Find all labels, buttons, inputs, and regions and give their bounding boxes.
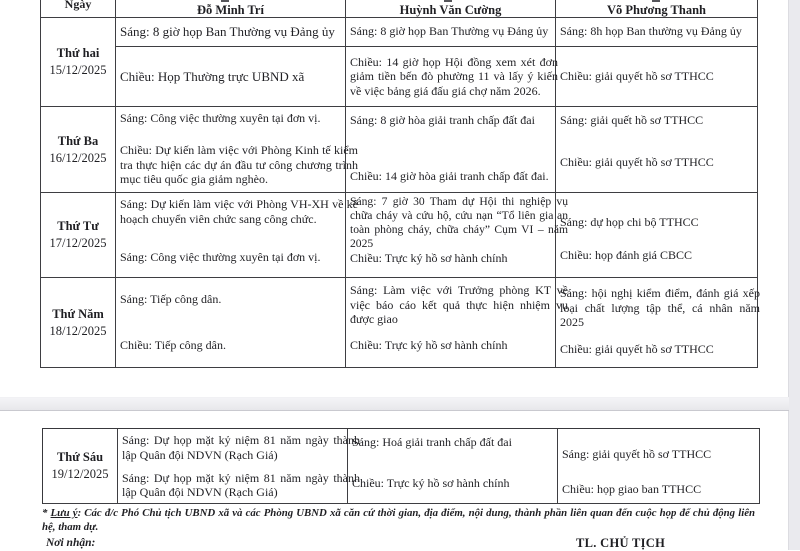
cell-tue-p2 bbox=[346, 107, 556, 193]
afternoon-entry: Chiều: họp giao ban TTHCC bbox=[562, 482, 702, 497]
cell-wed-p3 bbox=[556, 193, 758, 278]
morning-entry-2: Sáng: Công việc thường xuyên tại đơn vị. bbox=[120, 250, 321, 265]
date-cell-thursday bbox=[41, 278, 116, 368]
cell-wed-p2 bbox=[346, 193, 568, 278]
date-cell-wednesday bbox=[41, 193, 116, 278]
date-label: 17/12/2025 bbox=[49, 236, 107, 250]
morning-entry: Sáng: Dự kiến làm việc với Phòng VH-XH về kế hoạch chuyển viên chức sang công chức. bbox=[120, 197, 358, 226]
cell-mon-p2 bbox=[346, 18, 556, 107]
morning-entry: Sáng: 8 giờ hòa giải tranh chấp đất đai bbox=[350, 113, 535, 127]
cell-fri-p1 bbox=[118, 429, 360, 504]
afternoon-entry: Chiều: Dự kiến làm việc với Phòng Kinh tế kiểm tra thực hiện các dự án đầu tư công chương trình mục tiêu quốc gia giảm nghèo. bbox=[120, 143, 358, 187]
cell-mon-p1 bbox=[116, 18, 346, 107]
afternoon-entry: Chiều: họp đánh giá CBCC bbox=[560, 248, 692, 263]
date-label: 15/12/2025 bbox=[49, 63, 107, 77]
day-label: Thứ Ba bbox=[57, 133, 99, 148]
scan-edge-strip bbox=[788, 0, 800, 550]
date-cell-friday bbox=[43, 429, 118, 504]
day-label: Thứ Sáu bbox=[56, 450, 104, 465]
cell-fri-p3 bbox=[558, 429, 760, 504]
header-cell-day bbox=[41, 0, 116, 18]
morning-entry: Sáng: dự họp chi bộ TTHCC bbox=[560, 215, 699, 229]
date-cell-monday bbox=[41, 18, 116, 107]
morning-entry: Sáng: hội nghị kiểm điểm, đánh giá xếp loại chất lượng tập thể, cá nhân năm 2025 bbox=[560, 286, 760, 330]
column-header-person3: Võ Phương Thanh bbox=[607, 3, 706, 17]
cell-fri-p2 bbox=[348, 429, 558, 504]
cell-mon-p3 bbox=[556, 18, 758, 107]
afternoon-entry: Chiều: giải quyết hồ sơ TTHCC bbox=[560, 155, 714, 170]
cell-tue-p1 bbox=[116, 107, 358, 193]
morning-entry: Sáng: Công việc thường xuyên tại đơn vị. bbox=[120, 111, 321, 125]
afternoon-entry: Chiều: Trực ký hồ sơ hành chính bbox=[352, 476, 510, 491]
morning-entry: Sáng: Tiếp công dân. bbox=[120, 292, 222, 306]
column-header-person2: Huỳnh Văn Cường bbox=[399, 3, 502, 17]
afternoon-entry: Chiều: Trực ký hồ sơ hành chính bbox=[350, 338, 508, 353]
cut-text-artifact bbox=[444, 0, 452, 2]
recipients-label: Nơi nhận: bbox=[46, 537, 96, 549]
header-cell-person1 bbox=[116, 0, 346, 18]
footnote bbox=[42, 506, 755, 534]
morning-entry: Sáng: giải quết hồ sơ TTHCC bbox=[560, 113, 704, 127]
date-cell-tuesday bbox=[41, 107, 116, 193]
morning-entry: Sáng: Dự họp mặt kỷ niệm 81 năm ngày thành lập Quân đội NDVN (Rạch Giá) bbox=[122, 433, 360, 462]
footnote-body: : Các đ/c Phó Chủ tịch UBND xã và các Phòng UBND xã căn cứ thời gian, địa điểm, nội dung, thành phần liên quan đến cuộc họp để chủ động liên hệ, tham dự. bbox=[42, 507, 755, 534]
cut-text-artifact bbox=[652, 0, 660, 2]
afternoon-entry: Chiều: giải quyết hồ sơ TTHCC bbox=[560, 69, 714, 84]
morning-entry: Sáng: 8 giờ họp Ban Thường vụ Đảng ủy bbox=[120, 23, 335, 39]
date-label: 16/12/2025 bbox=[49, 150, 107, 165]
cell-wed-p1 bbox=[116, 193, 358, 278]
footnote-star: * bbox=[42, 507, 51, 519]
afternoon-entry: Chiều: 14 giờ họp Hội đồng xem xét đơn giảm tiền bến đò phường 11 và lấy ý kiến về việc bảng giá đấu giá chợ năm 2026. bbox=[350, 54, 558, 98]
day-label: Thứ Năm bbox=[52, 306, 104, 321]
schedule-table-friday bbox=[42, 428, 760, 504]
morning-entry-2: Sáng: Dự họp mặt kỷ niệm 81 năm ngày thành lập Quân đội NDVN (Rạch Giá) bbox=[122, 470, 360, 500]
cell-thu-p2 bbox=[346, 278, 568, 368]
cut-text-artifact bbox=[221, 0, 229, 2]
morning-entry: Sáng: 8 giờ họp Ban Thường vụ Đảng ủy bbox=[350, 24, 549, 39]
afternoon-entry: Chiều: Trực ký hồ sơ hành chính bbox=[350, 250, 508, 265]
cell-tue-p3 bbox=[556, 107, 758, 193]
column-header-person1: Đỗ Minh Trí bbox=[197, 3, 264, 17]
cell-thu-p3 bbox=[556, 278, 758, 368]
afternoon-entry: Chiều: Tiếp công dân. bbox=[120, 338, 227, 353]
day-label: Thứ hai bbox=[56, 46, 100, 61]
afternoon-entry: Chiều: 14 giờ hòa giải tranh chấp đất đai. bbox=[350, 169, 549, 184]
footnote-label: Lưu ý bbox=[50, 507, 78, 519]
column-header-day: Ngày bbox=[64, 0, 92, 11]
date-label: 19/12/2025 bbox=[51, 467, 109, 481]
schedule-table-week bbox=[40, 0, 758, 368]
signature-title: TL. CHỦ TỊCH bbox=[576, 536, 666, 550]
page-break-shadow bbox=[0, 397, 789, 411]
header-cell-person2 bbox=[346, 0, 556, 18]
afternoon-entry: Chiều: Họp Thường trực UBND xã bbox=[120, 68, 305, 84]
cell-thu-p1 bbox=[116, 278, 346, 368]
header-cell-person3 bbox=[556, 0, 758, 18]
date-label: 18/12/2025 bbox=[49, 323, 107, 338]
morning-entry: Sáng: 8h họp Ban thường vụ Đảng ủy bbox=[560, 24, 742, 39]
day-label: Thứ Tư bbox=[57, 219, 99, 234]
morning-entry: Sáng: giải quyết hồ sơ TTHCC bbox=[562, 447, 712, 461]
morning-entry: Sáng: Hoá giải tranh chấp đất đai bbox=[352, 435, 512, 449]
morning-entry: Sáng: Làm việc với Trưởng phòng KT về việc báo cáo kết quả thực hiện nhiệm vụ được giao bbox=[350, 283, 568, 327]
morning-entry: Sáng: 7 giờ 30 Tham dự Hội thi nghiệp vụ chữa cháy và cứu hộ, cứu nạn “Tổ liên gia an toàn phòng cháy, chữa cháy” Cụm VI – năm 2025 bbox=[350, 195, 568, 250]
afternoon-entry: Chiều: giải quyết hồ sơ TTHCC bbox=[560, 342, 714, 357]
